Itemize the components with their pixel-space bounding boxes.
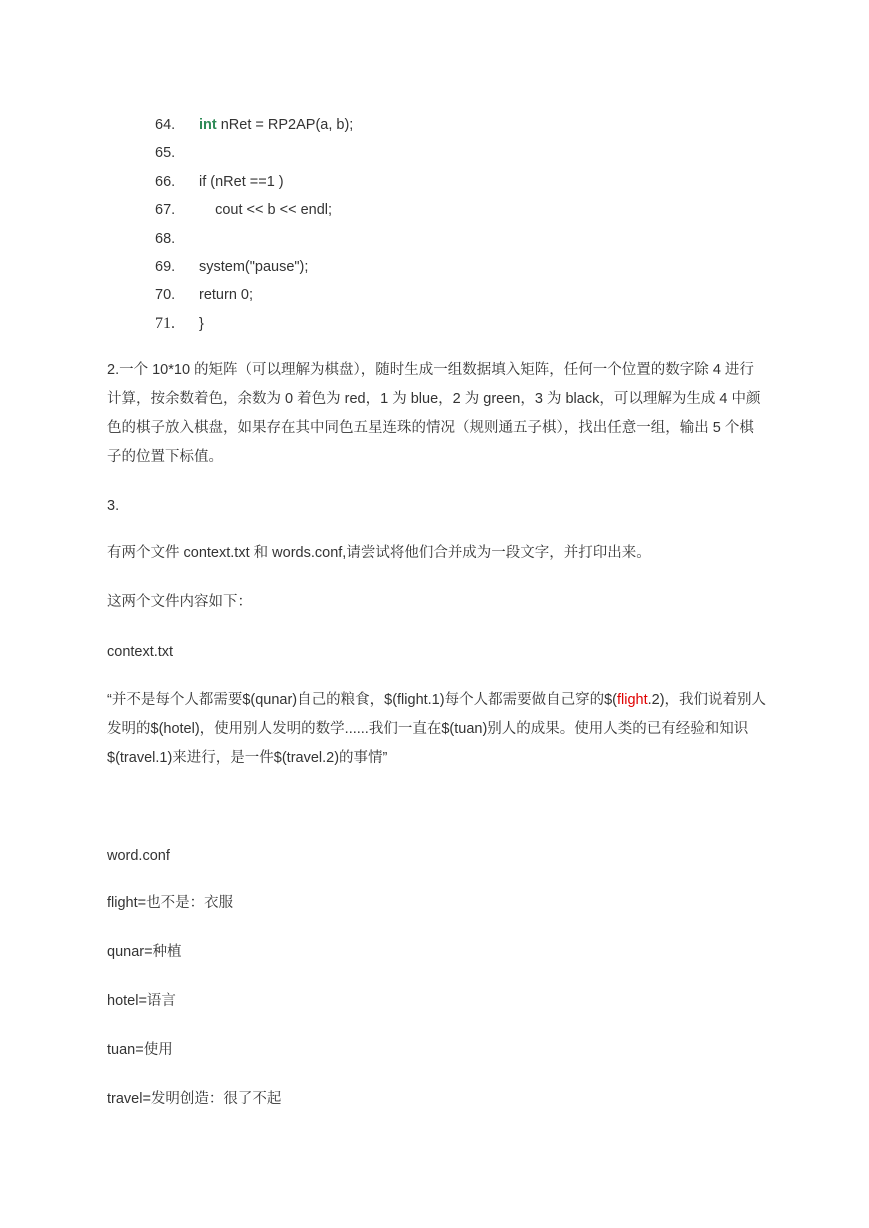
line-number: 69. bbox=[155, 258, 176, 275]
line-number: 65. bbox=[155, 145, 176, 162]
code-line bbox=[155, 256, 755, 284]
code-text: } bbox=[199, 315, 204, 332]
context-filename: context.txt bbox=[107, 644, 174, 660]
context-text-after: .2)，我们说着别人发明的$(hotel)，使用别人发明的数学......我们一直在$(tuan)别人的成果。使用人类的已有经验和知识$(travel.1)来进行，是一件$(travel.2)的事情” bbox=[107, 692, 767, 766]
code-listing bbox=[155, 114, 755, 341]
code-line bbox=[155, 228, 755, 256]
question-3-number: 3. bbox=[107, 498, 120, 514]
context-content bbox=[107, 686, 767, 773]
code-line bbox=[155, 284, 755, 312]
code-text: if (nRet ==1 ) bbox=[199, 173, 284, 190]
question-2-paragraph: 2.一个 10*10 的矩阵（可以理解为棋盘），随时生成一组数据填入矩阵，任何一个位置的数字除 4 进行计算，按余数着色，余数为 0 着色为 red，1 为 blue，2 为 green，3 为 black，可以理解为生成 4 中颜色的棋子放入棋盘，如果存在其中同色五星连珠的情况（规则通五子棋），找出任意一组，输出 5 个棋子的位置下标值。 bbox=[107, 362, 761, 465]
code-text: return 0; bbox=[199, 287, 253, 304]
files-intro: 这两个文件内容如下： bbox=[107, 594, 252, 610]
line-number: 64. bbox=[155, 117, 176, 133]
line-number: 71. bbox=[155, 314, 175, 332]
code-text: nRet = RP2AP(a, b); bbox=[216, 117, 354, 133]
code-line bbox=[155, 171, 755, 199]
line-number: 70. bbox=[155, 287, 176, 304]
code-text: cout << b << endl; bbox=[199, 202, 333, 219]
code-line bbox=[155, 142, 755, 170]
code-line bbox=[155, 313, 755, 341]
conf-entry: tuan=使用 bbox=[107, 1042, 173, 1058]
context-text-before: “并不是每个人都需要$(qunar)自己的粮食，$(flight.1)每个人都需要做自己穿的$( bbox=[107, 692, 617, 708]
conf-entry: flight=也不是：衣服 bbox=[107, 895, 234, 911]
line-number: 68. bbox=[155, 230, 176, 247]
conf-filename: word.conf bbox=[107, 848, 170, 864]
line-number: 66. bbox=[155, 173, 176, 190]
question-3-intro: 有两个文件 context.txt 和 words.conf,请尝试将他们合并成为一段文字，并打印出来。 bbox=[107, 545, 651, 561]
code-line bbox=[155, 114, 755, 142]
conf-entry: hotel=语言 bbox=[107, 993, 176, 1009]
context-highlight: flight bbox=[616, 692, 648, 708]
conf-entry: qunar=种植 bbox=[107, 944, 182, 960]
line-number: 67. bbox=[155, 202, 176, 219]
code-text: system("pause"); bbox=[199, 258, 309, 275]
code-line bbox=[155, 199, 755, 227]
conf-entry: travel=发明创造：很了不起 bbox=[107, 1091, 282, 1107]
code-keyword: int bbox=[199, 117, 217, 133]
